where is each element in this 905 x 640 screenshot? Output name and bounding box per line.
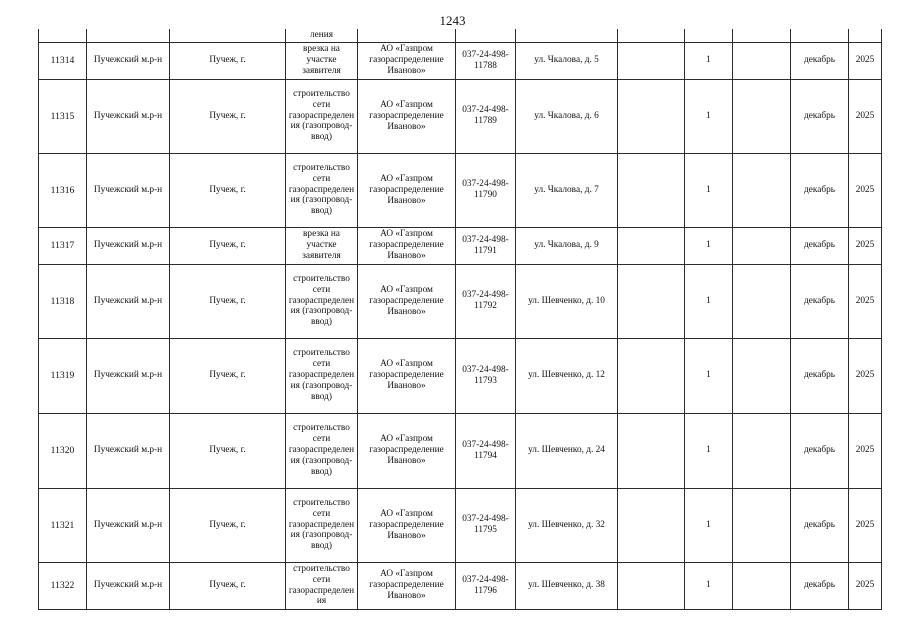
town-cell: Пучеж, г.: [170, 413, 286, 488]
data-table: [38, 29, 882, 610]
row-number-cell: 11318: [39, 264, 87, 338]
year-cell: 2025: [849, 338, 882, 413]
year-cell: 2025: [849, 562, 882, 609]
row-number-cell: 11315: [39, 79, 87, 153]
town-cell: Пучеж, г.: [170, 79, 286, 153]
empty-cell: [618, 488, 685, 562]
empty-cell: [733, 227, 791, 264]
year-cell: 2025: [849, 79, 882, 153]
town-cell: Пучеж, г.: [170, 338, 286, 413]
organization-cell: АО «Газпром газораспределение Иваново»: [358, 79, 456, 153]
code-cell: 037-24-498-11795: [456, 488, 516, 562]
address-cell: ул. Шевченко, д. 38: [516, 562, 618, 609]
empty-cell: [618, 227, 685, 264]
organization-cell: АО «Газпром газораспределение Иваново»: [358, 264, 456, 338]
code-cell: 037-24-498-11794: [456, 413, 516, 488]
code-cell: 037-24-498-11796: [456, 562, 516, 609]
table-row: [39, 562, 882, 609]
page-number: 1243: [439, 13, 466, 28]
work-type-cell: строительство сети газораспределения (газопровод-ввод): [286, 153, 358, 227]
month-cell: декабрь: [791, 413, 849, 488]
organization-cell: АО «Газпром газораспределение Иваново»: [358, 338, 456, 413]
code-cell: 037-24-498-11788: [456, 42, 516, 79]
type-cell: ления: [286, 29, 358, 42]
quantity-cell: 1: [685, 42, 733, 79]
district-cell: Пучежский м.р-н: [87, 488, 170, 562]
table-row: [39, 79, 882, 153]
district-cell: Пучежский м.р-н: [87, 79, 170, 153]
row-number-cell: 11316: [39, 153, 87, 227]
work-type-cell: строительство сети газораспределения (газопровод-ввод): [286, 79, 358, 153]
district-cell: Пучежский м.р-н: [87, 153, 170, 227]
organization-cell: АО «Газпром газораспределение Иваново»: [358, 227, 456, 264]
quantity-cell: 1: [685, 413, 733, 488]
code-cell: 037-24-498-11793: [456, 338, 516, 413]
address-cell: ул. Чкалова, д. 9: [516, 227, 618, 264]
town-cell: Пучеж, г.: [170, 42, 286, 79]
town-cell: Пучеж, г.: [170, 227, 286, 264]
work-type-cell: строительство сети газораспределения (газопровод-ввод): [286, 413, 358, 488]
work-type-cell: строительство сети газораспределения (газопровод-ввод): [286, 338, 358, 413]
organization-cell: АО «Газпром газораспределение Иваново»: [358, 488, 456, 562]
address-cell: ул. Шевченко, д. 24: [516, 413, 618, 488]
row-number-cell: 11321: [39, 488, 87, 562]
table-row: [39, 413, 882, 488]
empty-cell: [618, 562, 685, 609]
quantity-cell: 1: [685, 264, 733, 338]
month-cell: декабрь: [791, 42, 849, 79]
quantity-cell: 1: [685, 488, 733, 562]
year-cell: 2025: [849, 413, 882, 488]
empty-cell: [733, 153, 791, 227]
town-cell: Пучеж, г.: [170, 153, 286, 227]
row-number-cell: 11317: [39, 227, 87, 264]
quantity-cell: 1: [685, 227, 733, 264]
month-cell: декабрь: [791, 338, 849, 413]
table-row: [39, 42, 882, 79]
table-row: [39, 227, 882, 264]
district-cell: Пучежский м.р-н: [87, 338, 170, 413]
year-cell: 2025: [849, 488, 882, 562]
code-cell: 037-24-498-11791: [456, 227, 516, 264]
code-cell: 037-24-498-11792: [456, 264, 516, 338]
year-cell: 2025: [849, 264, 882, 338]
work-type-cell: врезка на участке заявителя: [286, 227, 358, 264]
quantity-cell: 1: [685, 153, 733, 227]
address-cell: ул. Шевченко, д. 32: [516, 488, 618, 562]
district-cell: Пучежский м.р-н: [87, 562, 170, 609]
district-cell: Пучежский м.р-н: [87, 413, 170, 488]
work-type-cell: строительство сети газораспределения (газопровод-ввод): [286, 488, 358, 562]
district-cell: Пучежский м.р-н: [87, 42, 170, 79]
quantity-cell: 1: [685, 79, 733, 153]
quantity-cell: 1: [685, 338, 733, 413]
month-cell: декабрь: [791, 153, 849, 227]
district-cell: Пучежский м.р-н: [87, 264, 170, 338]
address-cell: ул. Шевченко, д. 10: [516, 264, 618, 338]
table-row: [39, 153, 882, 227]
town-cell: Пучеж, г.: [170, 488, 286, 562]
organization-cell: АО «Газпром газораспределение Иваново»: [358, 413, 456, 488]
empty-cell: [733, 338, 791, 413]
code-cell: 037-24-498-11789: [456, 79, 516, 153]
year-cell: 2025: [849, 42, 882, 79]
row-number-cell: 11322: [39, 562, 87, 609]
organization-cell: АО «Газпром газораспределение Иваново»: [358, 153, 456, 227]
work-type-cell: строительство сети газораспределения: [286, 562, 358, 609]
empty-cell: [618, 42, 685, 79]
town-cell: Пучеж, г.: [170, 562, 286, 609]
empty-cell: [733, 413, 791, 488]
organization-cell: АО «Газпром газораспределение Иваново»: [358, 42, 456, 79]
empty-cell: [733, 79, 791, 153]
table-row: [39, 338, 882, 413]
month-cell: декабрь: [791, 79, 849, 153]
empty-cell: [618, 264, 685, 338]
year-cell: 2025: [849, 227, 882, 264]
empty-cell: [618, 79, 685, 153]
month-cell: декабрь: [791, 264, 849, 338]
empty-cell: [733, 264, 791, 338]
empty-cell: [618, 413, 685, 488]
month-cell: декабрь: [791, 227, 849, 264]
work-type-cell: врезка на участке заявителя: [286, 42, 358, 79]
empty-cell: [618, 338, 685, 413]
table-row: [39, 264, 882, 338]
quantity-cell: 1: [685, 562, 733, 609]
code-cell: 037-24-498-11790: [456, 153, 516, 227]
empty-cell: [618, 153, 685, 227]
month-cell: декабрь: [791, 562, 849, 609]
address-cell: ул. Чкалова, д. 6: [516, 79, 618, 153]
address-cell: ул. Чкалова, д. 5: [516, 42, 618, 79]
organization-cell: АО «Газпром газораспределение Иваново»: [358, 562, 456, 609]
empty-cell: [733, 42, 791, 79]
address-cell: ул. Чкалова, д. 7: [516, 153, 618, 227]
year-cell: 2025: [849, 153, 882, 227]
row-number-cell: 11319: [39, 338, 87, 413]
work-type-cell: строительство сети газораспределения (газопровод-ввод): [286, 264, 358, 338]
address-cell: ул. Шевченко, д. 12: [516, 338, 618, 413]
empty-cell: [733, 488, 791, 562]
town-cell: Пучеж, г.: [170, 264, 286, 338]
month-cell: декабрь: [791, 488, 849, 562]
empty-cell: [733, 562, 791, 609]
row-number-cell: 11314: [39, 42, 87, 79]
district-cell: Пучежский м.р-н: [87, 227, 170, 264]
continued-row: [39, 29, 882, 42]
table-row: [39, 488, 882, 562]
row-number-cell: 11320: [39, 413, 87, 488]
